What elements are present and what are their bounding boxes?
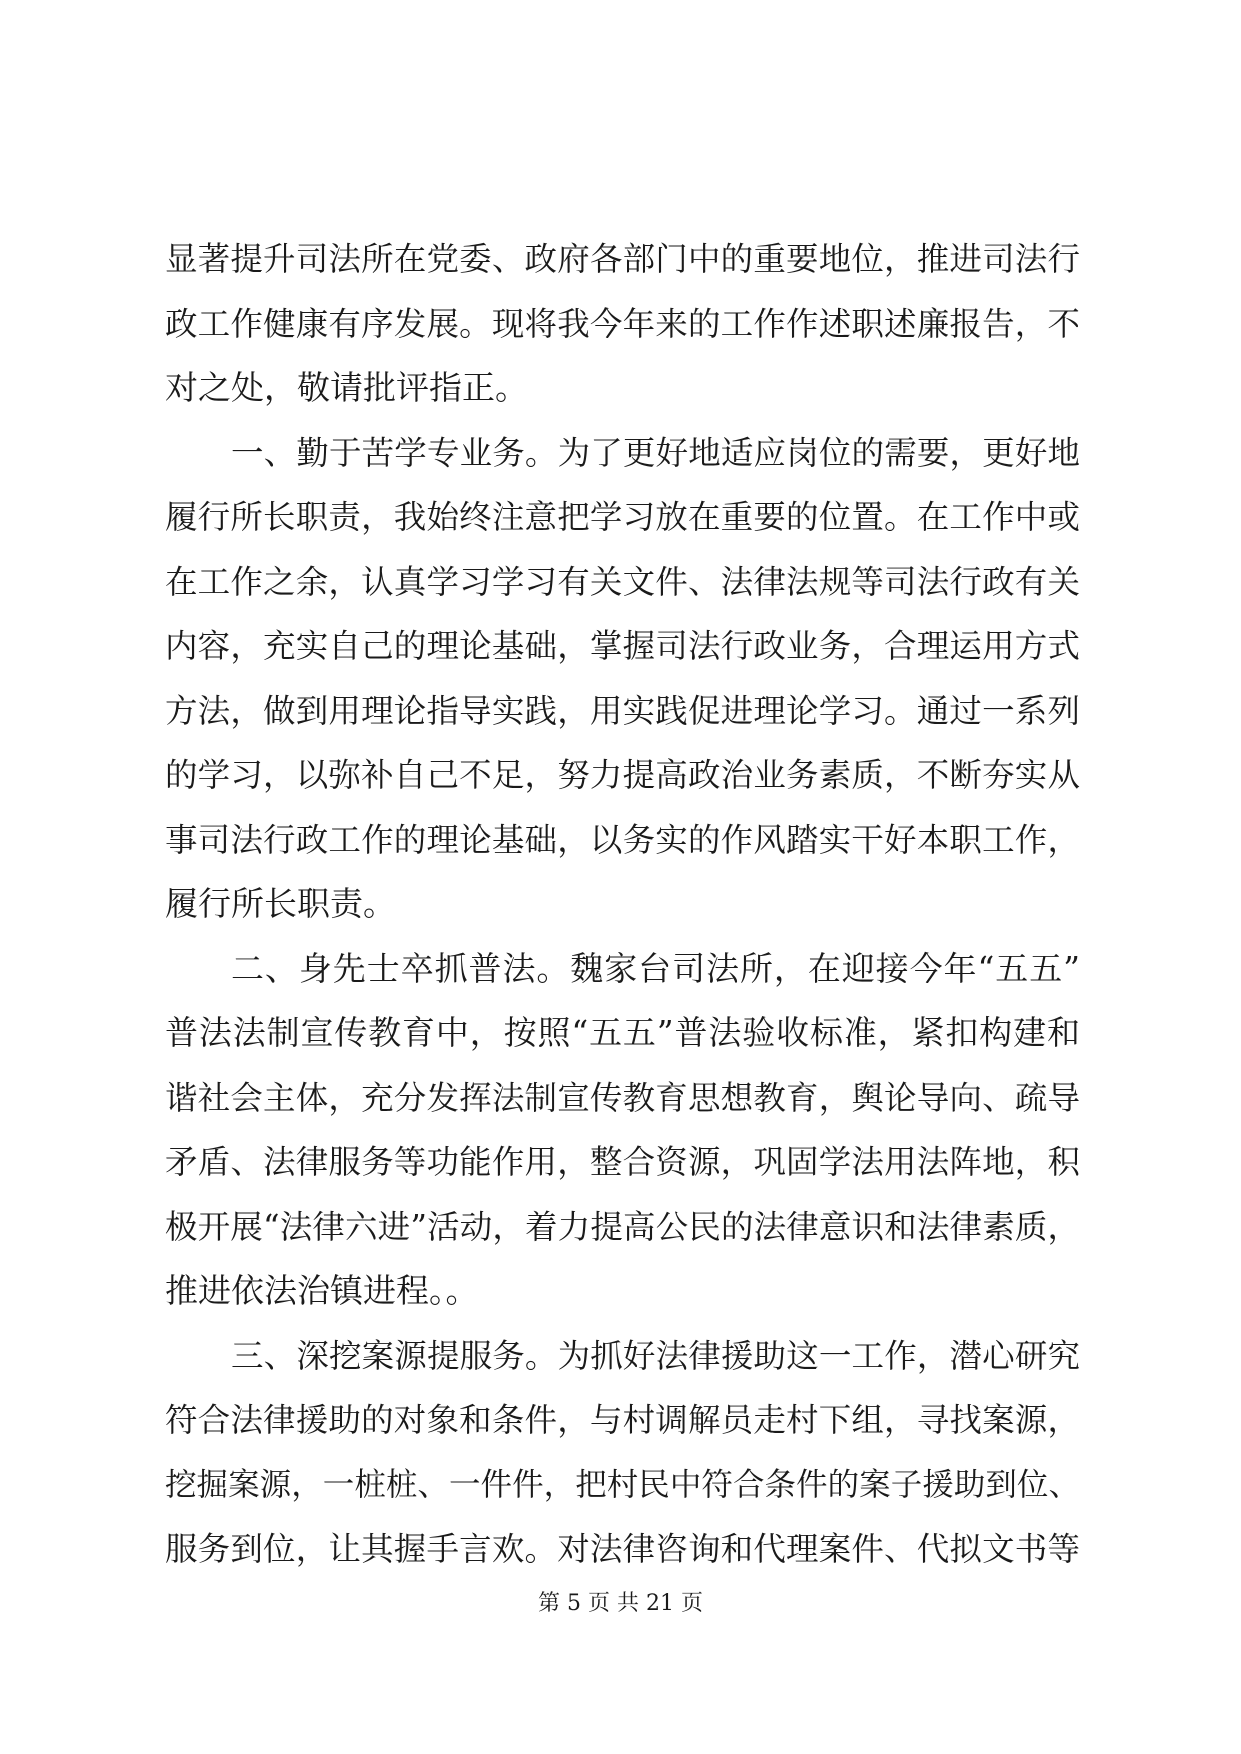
- text-line: 显著提升司法所在党委、政府各部门中的重要地位，推进司法行: [165, 240, 1080, 278]
- text-line: 普法法制宣传教育中，按照“五五”普法验收标准，紧扣构建和: [165, 1013, 1080, 1052]
- text-line: 内容，充实自己的理论基础，掌握司法行政业务，合理运用方式: [165, 627, 1080, 665]
- text-line: 在工作之余，认真学习学习有关文件、法律法规等司法行政有关: [165, 562, 1080, 601]
- paragraph-start-line: 二、身先士卒抓普法。魏家台司法所，在迎接今年“五五”: [231, 948, 1080, 988]
- text-line: 对之处，敬请批评指正。: [165, 368, 528, 407]
- text-line: 符合法律援助的对象和条件，与村调解员走村下组，寻找案源，: [165, 1401, 1080, 1439]
- text-line: 履行所长职责，我始终注意把学习放在重要的位置。在工作中或: [165, 498, 1080, 536]
- text-line: 谐社会主体，充分发挥法制宣传教育思想教育，舆论导向、疏导: [165, 1078, 1080, 1117]
- paragraph-start-line: 一、勤于苦学专业务。为了更好地适应岗位的需要，更好地: [231, 433, 1080, 472]
- text-line: 推进依法治镇进程。。: [165, 1271, 479, 1310]
- text-line: 的学习，以弥补自己不足，努力提高政治业务素质，不断夯实从: [165, 756, 1080, 794]
- text-line: 矛盾、法律服务等功能作用，整合资源，巩固学法用法阵地，积: [165, 1143, 1080, 1181]
- text-line: 事司法行政工作的理论基础，以务实的作风踏实干好本职工作，: [165, 820, 1080, 859]
- text-line: 服务到位，让其握手言欢。对法律咨询和代理案件、代拟文书等: [165, 1530, 1080, 1568]
- page-number-footer: 第 5 页 共 21 页: [538, 1591, 703, 1616]
- document-body: [165, 227, 1080, 1582]
- text-line: 履行所长职责。: [165, 884, 396, 923]
- text-line: 方法，做到用理论指导实践，用实践促进理论学习。通过一系列: [165, 691, 1080, 730]
- text-line: 挖掘案源，一桩桩、一件件，把村民中符合条件的案子援助到位、: [165, 1466, 1080, 1503]
- text-line: 极开展“法律六进”活动，着力提高公民的法律意识和法律素质，: [165, 1207, 1080, 1246]
- text-line: 政工作健康有序发展。现将我今年来的工作作述职述廉报告，不: [165, 304, 1080, 343]
- paragraph-start-line: 三、深挖案源提服务。为抓好法律援助这一工作，潜心研究: [231, 1336, 1080, 1375]
